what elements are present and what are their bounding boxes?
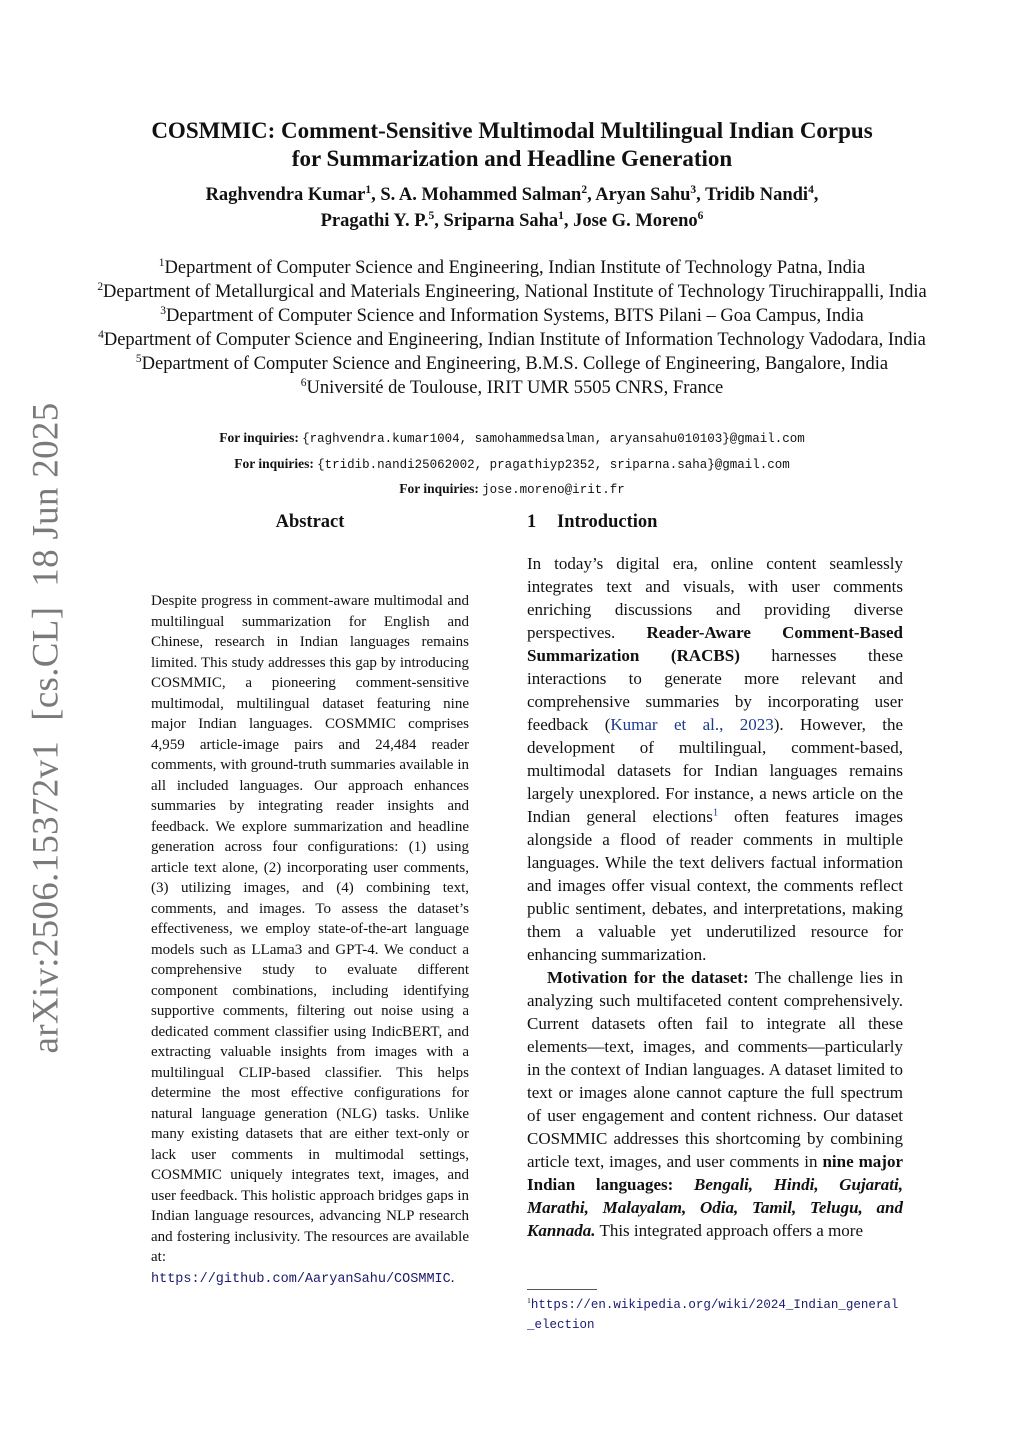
arxiv-category: [cs.CL] bbox=[25, 606, 67, 721]
author-affiliation-mark: 3 bbox=[690, 183, 697, 196]
intro-text: often features images alongside a flood of reader comments in multiple languages. While the text delivers factual information and images offer visual context, the comments reflect public sentiment, debates, and interpretations, making them a valuable yet underutilized resource for enhancing summarization. bbox=[527, 807, 903, 964]
section-number: 1 bbox=[527, 512, 537, 532]
citation-link[interactable]: Kumar et al., 2023 bbox=[610, 715, 774, 734]
language-list: Bengali, Hindi, Gujarati, Marathi, Malayalam, Odia, Tamil, Telugu, and Kannada. bbox=[527, 1175, 903, 1240]
affiliation-text: Department of Metallurgical and Materials Engineering, National Institute of Technology Tiruchirappalli, India bbox=[103, 282, 927, 302]
footnote bbox=[527, 1295, 905, 1335]
footnote-divider bbox=[527, 1289, 597, 1290]
inquiry-emails[interactable]: jose.moreno@irit.fr bbox=[482, 483, 625, 497]
affiliation-item bbox=[40, 376, 984, 400]
inquiry-emails[interactable]: {raghvendra.kumar1004, samohammedsalman, aryansahu010103}@gmail.com bbox=[302, 432, 805, 446]
intro-bold-term: Reader-Aware Comment-Based Summarization (RACBS) bbox=[527, 623, 903, 665]
section-title: Introduction bbox=[557, 512, 658, 532]
intro-paragraph-1 bbox=[527, 552, 903, 966]
inquiry-label: For inquiries: bbox=[399, 481, 479, 496]
affiliation-text: Department of Computer Science and Information Systems, BITS Pilani – Goa Campus, India bbox=[166, 306, 864, 326]
inquiry-line bbox=[100, 452, 924, 478]
intro-text: The challenge lies in analyzing such multifaceted content comprehensively. Current datasets often fail to integrate all these elements—text, images, and comments—particularly in the context of Indian languages. A dataset limited to text or images alone cannot capture the full spectrum of user engagement and content richness. Our dataset COSMMIC addresses this shortcoming by combining article text, images, and user comments in bbox=[527, 968, 903, 1171]
author-affiliation-mark: 2 bbox=[581, 183, 588, 196]
affiliation-text: Department of Computer Science and Engineering, Indian Institute of Information Technology Vadodara, India bbox=[103, 330, 926, 350]
title-line-2: for Summarization and Headline Generation bbox=[291, 146, 733, 171]
affiliation-number: 3 bbox=[160, 304, 166, 317]
abstract-text: Despite progress in comment-aware multimodal and multilingual summarization for English and Chinese, research in Indian languages remains limited. This study addresses this gap by introducing COSMMIC, a pioneering comment-sensitive multimodal, multilingual dataset featuring nine major Indian languages. COSMMIC comprises 4,959 article-image pairs and 24,484 reader comments, with ground-truth summaries available in all included languages. Our approach enhances summaries by integrating reader insights and feedback. We explore summarization and headline generation across four configurations: (1) using article text alone, (2) incorporating user comments, (3) utilizing images, and (4) combining text, comments, and images. To assess the dataset’s effectiveness, we employ state-of-the-art language models such as LLama3 and GPT-4. We conduct a comprehensive study to evaluate different component combinations, including identifying supportive comments, filtering out noise using a dedicated comment classifier using IndicBERT, and extracting valuable insights from images with a multilingual CLIP-based classifier. This helps determine the most effective configurations for natural language generation (NLG) tasks. Unlike many existing datasets that are either text-only or lack user comments in multimodal settings, COSMMIC uniquely integrates text, images, and user feedback. This holistic approach bridges gaps in Indian language resources, advancing NLP research and fostering inclusivity. The resources are available at: bbox=[151, 593, 469, 1265]
intro-text: This integrated approach offers a more bbox=[599, 1221, 864, 1240]
author-name: Aryan Sahu bbox=[595, 185, 691, 205]
affiliation-text: Université de Toulouse, IRIT UMR 5505 CNRS, France bbox=[306, 378, 724, 398]
author-affiliation-mark: 1 bbox=[365, 183, 372, 196]
author-affiliation-mark: 5 bbox=[428, 209, 435, 222]
affiliation-text: Department of Computer Science and Engineering, Indian Institute of Technology Patna, India bbox=[164, 258, 866, 278]
paper-title bbox=[100, 117, 924, 173]
author-name: Sriparna Saha bbox=[443, 211, 559, 231]
inquiry-label: For inquiries: bbox=[219, 430, 299, 445]
affiliation-number: 2 bbox=[97, 280, 104, 293]
arxiv-date: 18 Jun 2025 bbox=[25, 402, 67, 587]
author-affiliation-mark: 4 bbox=[808, 183, 814, 196]
author-list bbox=[100, 182, 924, 234]
inquiry-label: For inquiries: bbox=[234, 455, 314, 471]
intro-text: harnesses these interactions to generate more relevant and comprehensive summaries by incorporating user feedback ( bbox=[527, 646, 903, 734]
intro-text: ). However, the development of multilingual, comment-based, multimodal datasets for Indian languages remains largely unexplored. For instance, a news article on the Indian general elections bbox=[527, 715, 903, 826]
affiliation-number: 4 bbox=[98, 328, 104, 341]
paragraph-lead: Motivation for the dataset: bbox=[547, 968, 749, 987]
affiliation-number: 1 bbox=[158, 256, 165, 269]
affiliation-item bbox=[40, 256, 984, 280]
author-name: Jose G. Moreno bbox=[573, 211, 698, 231]
author-name: Tridib Nandi bbox=[705, 185, 809, 205]
inquiry-line bbox=[100, 477, 924, 503]
intro-text: In today’s digital era, online content seamlessly integrates text and visuals, with user comments enriching discussions and providing diverse perspectives. bbox=[527, 554, 903, 642]
affiliation-list bbox=[40, 256, 984, 400]
author-affiliation-mark: 6 bbox=[697, 209, 704, 222]
abstract-repo-link[interactable]: https://github.com/AaryanSahu/COSMMIC bbox=[151, 1271, 451, 1287]
inquiry-emails[interactable]: {tridib.nandi25062002, pragathiyp2352, sriparna.saha}@gmail.com bbox=[317, 457, 790, 472]
author-name: S. A. Mohammed Salman bbox=[380, 185, 582, 205]
contact-inquiries bbox=[100, 426, 924, 503]
arxiv-identifier-stamp bbox=[25, 393, 68, 1064]
introduction-heading bbox=[527, 512, 657, 533]
affiliation-item bbox=[40, 304, 984, 328]
affiliation-number: 5 bbox=[135, 352, 142, 365]
arxiv-id: arXiv:2506.15372v1 bbox=[25, 740, 67, 1054]
affiliation-number: 6 bbox=[300, 376, 307, 389]
author-name: Pragathi Y. P. bbox=[320, 211, 429, 231]
title-line-1: COSMMIC: Comment-Sensitive Multimodal Multilingual Indian Corpus bbox=[151, 118, 873, 143]
author-line-2: Pragathi Y. P.$^5$, Sriparna Saha$^1$, Jose G. Moreno$^6$ bbox=[320, 209, 704, 231]
author-line-1: Raghvendra Kumar$^1$, S. A. Mohammed Salman$^2$, Aryan Sahu$^3$, Tridib Nandi$^4$, bbox=[205, 183, 819, 205]
footnote-link[interactable]: https://en.wikipedia.org/wiki/2024_Indian_general_election bbox=[527, 1298, 899, 1332]
abstract-heading: Abstract bbox=[275, 512, 345, 532]
intro-paragraph-2 bbox=[527, 966, 903, 1242]
abstract-end-punct: . bbox=[450, 1269, 455, 1286]
affiliation-item bbox=[40, 280, 984, 304]
author-affiliation-mark: 1 bbox=[558, 209, 564, 222]
introduction-body bbox=[527, 552, 903, 1242]
footnote-number: 1 bbox=[527, 1295, 531, 1305]
footnote-marker[interactable]: 1 bbox=[712, 807, 719, 819]
abstract-body bbox=[151, 591, 469, 1290]
affiliation-text: Department of Computer Science and Engineering, B.M.S. College of Engineering, Bangalore, India bbox=[141, 354, 889, 374]
affiliation-item bbox=[40, 328, 984, 352]
affiliation-item bbox=[40, 352, 984, 376]
author-name: Raghvendra Kumar bbox=[205, 185, 366, 205]
intro-bold-term: nine major Indian languages: bbox=[527, 1152, 903, 1194]
inquiry-line bbox=[100, 426, 924, 452]
